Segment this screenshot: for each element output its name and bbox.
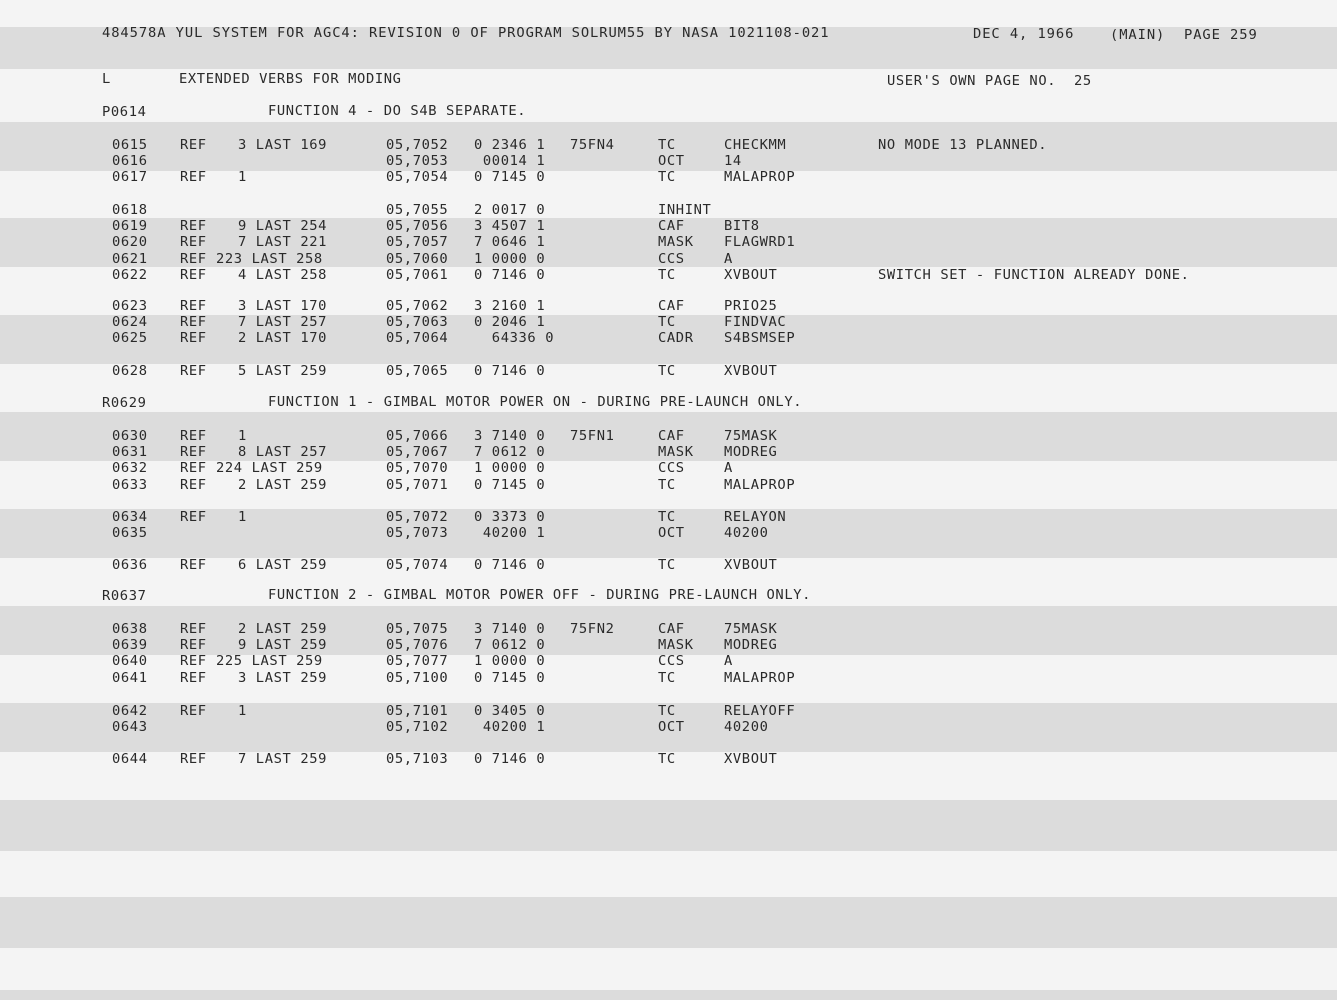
ref-tag: REF xyxy=(180,509,207,525)
ref-tag: REF xyxy=(180,428,207,444)
octal-code: 7 0612 0 xyxy=(474,444,546,460)
octal-code: 0 7146 0 xyxy=(474,557,546,573)
comment: NO MODE 13 PLANNED. xyxy=(878,137,1048,153)
listing-section: (MAIN) xyxy=(1110,27,1166,43)
line-number: 0619 xyxy=(112,218,148,234)
octal-code: 64336 0 xyxy=(474,330,555,346)
opcode: CAF xyxy=(658,298,685,314)
operand: XVBOUT xyxy=(724,363,778,379)
address: 05,7101 xyxy=(386,703,449,719)
listing-page-number: PAGE 259 xyxy=(1184,27,1258,43)
line-number: 0617 xyxy=(112,169,148,185)
octal-code: 0 7146 0 xyxy=(474,751,546,767)
ref-info: 7 LAST 257 xyxy=(238,314,328,330)
operand: PRIO25 xyxy=(724,298,778,314)
ref-info: 3 LAST 169 xyxy=(238,137,328,153)
ref-info: 9 LAST 254 xyxy=(238,218,328,234)
address: 05,7075 xyxy=(386,621,449,637)
octal-code: 0 2046 1 xyxy=(474,314,546,330)
line-number: 0620 xyxy=(112,234,148,250)
line-number: 0632 xyxy=(112,460,148,476)
ref-tag: REF xyxy=(180,330,207,346)
opcode: TC xyxy=(658,314,676,330)
address: 05,7074 xyxy=(386,557,449,573)
line-number: 0633 xyxy=(112,477,148,493)
ref-info: 224 LAST 259 xyxy=(216,460,323,476)
function-heading: FUNCTION 4 - DO S4B SEPARATE. xyxy=(268,103,527,119)
ref-info: 3 LAST 170 xyxy=(238,298,328,314)
octal-code: 7 0612 0 xyxy=(474,637,546,653)
ref-tag: REF xyxy=(180,703,207,719)
block-sequence-number: R0629 xyxy=(102,395,147,411)
octal-code: 40200 1 xyxy=(474,719,546,735)
address: 05,7065 xyxy=(386,363,449,379)
line-number: 0625 xyxy=(112,330,148,346)
operand: RELAYON xyxy=(724,509,787,525)
address: 05,7073 xyxy=(386,525,449,541)
ref-tag: REF xyxy=(180,444,207,460)
ref-info: 223 LAST 258 xyxy=(216,251,323,267)
opcode: MASK xyxy=(658,234,694,250)
ref-info: 1 xyxy=(238,428,247,444)
line-number: 0634 xyxy=(112,509,148,525)
ref-info: 5 LAST 259 xyxy=(238,363,328,379)
line-number: 0615 xyxy=(112,137,148,153)
octal-code: 3 7140 0 xyxy=(474,428,546,444)
address: 05,7063 xyxy=(386,314,449,330)
opcode: TC xyxy=(658,477,676,493)
octal-code: 7 0646 1 xyxy=(474,234,546,250)
ref-tag: REF xyxy=(180,653,207,669)
operand: CHECKMM xyxy=(724,137,787,153)
operand: XVBOUT xyxy=(724,557,778,573)
operand: XVBOUT xyxy=(724,751,778,767)
line-number: 0643 xyxy=(112,719,148,735)
address: 05,7071 xyxy=(386,477,449,493)
address: 05,7103 xyxy=(386,751,449,767)
ref-tag: REF xyxy=(180,460,207,476)
opcode: CAF xyxy=(658,428,685,444)
address: 05,7102 xyxy=(386,719,449,735)
line-number: 0622 xyxy=(112,267,148,283)
operand: 40200 xyxy=(724,525,769,541)
ref-info: 9 LAST 259 xyxy=(238,637,328,653)
octal-code: 0 7146 0 xyxy=(474,363,546,379)
address: 05,7061 xyxy=(386,267,449,283)
octal-code: 0 7145 0 xyxy=(474,169,546,185)
octal-code: 0 3373 0 xyxy=(474,509,546,525)
ref-info: 6 LAST 259 xyxy=(238,557,328,573)
ref-tag: REF xyxy=(180,251,207,267)
operand: MALAPROP xyxy=(724,477,796,493)
opcode: CADR xyxy=(658,330,694,346)
octal-code: 3 2160 1 xyxy=(474,298,546,314)
line-number: 0636 xyxy=(112,557,148,573)
octal-code: 3 4507 1 xyxy=(474,218,546,234)
line-number: 0624 xyxy=(112,314,148,330)
address: 05,7062 xyxy=(386,298,449,314)
opcode: OCT xyxy=(658,719,685,735)
function-heading: FUNCTION 2 - GIMBAL MOTOR POWER OFF - DURING PRE-LAUNCH ONLY. xyxy=(268,587,812,603)
line-number: 0628 xyxy=(112,363,148,379)
operand: MODREG xyxy=(724,637,778,653)
comment: SWITCH SET - FUNCTION ALREADY DONE. xyxy=(878,267,1190,283)
ref-info: 4 LAST 258 xyxy=(238,267,328,283)
block-sequence-number: R0637 xyxy=(102,588,147,604)
octal-code: 2 0017 0 xyxy=(474,202,546,218)
address: 05,7052 xyxy=(386,137,449,153)
opcode: CCS xyxy=(658,460,685,476)
octal-code: 3 7140 0 xyxy=(474,621,546,637)
ref-tag: REF xyxy=(180,751,207,767)
address: 05,7056 xyxy=(386,218,449,234)
symbol-label: 75FN2 xyxy=(570,621,615,637)
address: 05,7055 xyxy=(386,202,449,218)
opcode: TC xyxy=(658,751,676,767)
operand: 75MASK xyxy=(724,621,778,637)
octal-code: 1 0000 0 xyxy=(474,460,546,476)
ref-tag: REF xyxy=(180,234,207,250)
operand: FLAGWRD1 xyxy=(724,234,796,250)
log-section-title: EXTENDED VERBS FOR MODING xyxy=(179,71,402,87)
listing-title: 484578A YUL SYSTEM FOR AGC4: REVISION 0 OF PROGRAM SOLRUM55 BY NASA 1021108-021 xyxy=(102,25,830,41)
opcode: CAF xyxy=(658,621,685,637)
address: 05,7064 xyxy=(386,330,449,346)
ref-tag: REF xyxy=(180,314,207,330)
ref-tag: REF xyxy=(180,169,207,185)
opcode: OCT xyxy=(658,525,685,541)
operand: XVBOUT xyxy=(724,267,778,283)
opcode: CAF xyxy=(658,218,685,234)
opcode: TC xyxy=(658,267,676,283)
line-number: 0638 xyxy=(112,621,148,637)
opcode: TC xyxy=(658,670,676,686)
line-number: 0639 xyxy=(112,637,148,653)
operand: A xyxy=(724,251,733,267)
octal-code: 0 7145 0 xyxy=(474,670,546,686)
address: 05,7067 xyxy=(386,444,449,460)
operand: 40200 xyxy=(724,719,769,735)
address: 05,7053 xyxy=(386,153,449,169)
ref-tag: REF xyxy=(180,363,207,379)
operand: FINDVAC xyxy=(724,314,787,330)
operand: 14 xyxy=(724,153,742,169)
log-marker: L xyxy=(102,71,111,87)
opcode: TC xyxy=(658,509,676,525)
line-number: 0631 xyxy=(112,444,148,460)
octal-code: 0 7146 0 xyxy=(474,267,546,283)
opcode: TC xyxy=(658,169,676,185)
symbol-label: 75FN4 xyxy=(570,137,615,153)
opcode: CCS xyxy=(658,653,685,669)
operand: S4BSMSEP xyxy=(724,330,796,346)
operand: MALAPROP xyxy=(724,169,796,185)
ref-info: 2 LAST 259 xyxy=(238,621,328,637)
opcode: TC xyxy=(658,137,676,153)
address: 05,7070 xyxy=(386,460,449,476)
address: 05,7060 xyxy=(386,251,449,267)
operand: MALAPROP xyxy=(724,670,796,686)
ref-info: 1 xyxy=(238,169,247,185)
ref-info: 7 LAST 221 xyxy=(238,234,328,250)
operand: 75MASK xyxy=(724,428,778,444)
listing-date: DEC 4, 1966 xyxy=(973,26,1075,42)
operand: A xyxy=(724,653,733,669)
line-number: 0630 xyxy=(112,428,148,444)
opcode: MASK xyxy=(658,637,694,653)
ref-info: 2 LAST 170 xyxy=(238,330,328,346)
opcode: MASK xyxy=(658,444,694,460)
opcode: CCS xyxy=(658,251,685,267)
symbol-label: 75FN1 xyxy=(570,428,615,444)
address: 05,7076 xyxy=(386,637,449,653)
ref-info: 8 LAST 257 xyxy=(238,444,328,460)
line-number: 0640 xyxy=(112,653,148,669)
ref-tag: REF xyxy=(180,477,207,493)
operand: MODREG xyxy=(724,444,778,460)
line-number: 0621 xyxy=(112,251,148,267)
operand: A xyxy=(724,460,733,476)
ref-tag: REF xyxy=(180,218,207,234)
ref-info: 1 xyxy=(238,509,247,525)
ref-tag: REF xyxy=(180,557,207,573)
opcode: TC xyxy=(658,363,676,379)
ref-info: 1 xyxy=(238,703,247,719)
address: 05,7072 xyxy=(386,509,449,525)
line-number: 0641 xyxy=(112,670,148,686)
opcode: INHINT xyxy=(658,202,712,218)
operand: RELAYOFF xyxy=(724,703,796,719)
ref-tag: REF xyxy=(180,637,207,653)
ref-info: 3 LAST 259 xyxy=(238,670,328,686)
opcode: TC xyxy=(658,703,676,719)
line-number: 0642 xyxy=(112,703,148,719)
ref-tag: REF xyxy=(180,298,207,314)
opcode: TC xyxy=(658,557,676,573)
ref-tag: REF xyxy=(180,670,207,686)
block-sequence-number: P0614 xyxy=(102,104,147,120)
address: 05,7057 xyxy=(386,234,449,250)
octal-code: 0 7145 0 xyxy=(474,477,546,493)
octal-code: 40200 1 xyxy=(474,525,546,541)
octal-code: 0 3405 0 xyxy=(474,703,546,719)
function-heading: FUNCTION 1 - GIMBAL MOTOR POWER ON - DURING PRE-LAUNCH ONLY. xyxy=(268,394,803,410)
user-page-number: USER'S OWN PAGE NO. 25 xyxy=(887,73,1092,89)
address: 05,7066 xyxy=(386,428,449,444)
line-number: 0618 xyxy=(112,202,148,218)
ref-tag: REF xyxy=(180,267,207,283)
ref-tag: REF xyxy=(180,621,207,637)
address: 05,7077 xyxy=(386,653,449,669)
ref-info: 2 LAST 259 xyxy=(238,477,328,493)
octal-code: 1 0000 0 xyxy=(474,251,546,267)
line-number: 0616 xyxy=(112,153,148,169)
address: 05,7100 xyxy=(386,670,449,686)
operand: BIT8 xyxy=(724,218,760,234)
octal-code: 1 0000 0 xyxy=(474,653,546,669)
ref-info: 7 LAST 259 xyxy=(238,751,328,767)
line-number: 0635 xyxy=(112,525,148,541)
octal-code: 0 2346 1 xyxy=(474,137,546,153)
octal-code: 00014 1 xyxy=(474,153,546,169)
line-number: 0623 xyxy=(112,298,148,314)
ref-tag: REF xyxy=(180,137,207,153)
ref-info: 225 LAST 259 xyxy=(216,653,323,669)
line-number: 0644 xyxy=(112,751,148,767)
opcode: OCT xyxy=(658,153,685,169)
address: 05,7054 xyxy=(386,169,449,185)
